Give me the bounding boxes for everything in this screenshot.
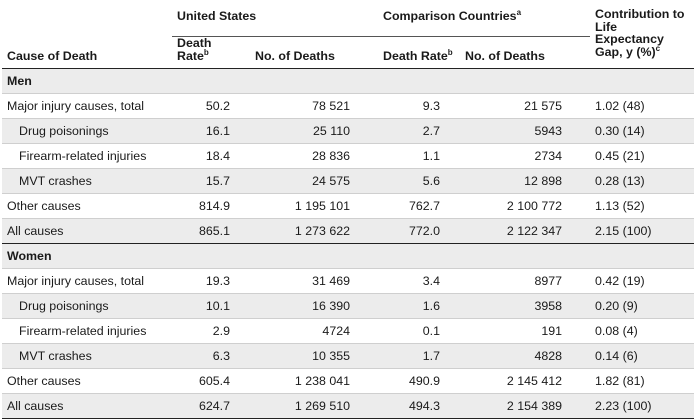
cell-contribution: 1.02 (48) (595, 99, 645, 113)
cell-cmp-rate: 490.9 (408, 374, 440, 388)
column-header-us-rate: Death Rate$^b$ (177, 36, 212, 63)
cell-cmp-rate: 5.6 (378, 169, 460, 194)
cell-cause: All causes (2, 394, 172, 419)
cell-cause: Firearm-related injuries (19, 149, 147, 163)
cell-cmp-rate: 2.7 (378, 119, 460, 144)
column-header-contribution: Contribution to Life Expectancy Gap, y (%)$^c$ (595, 7, 685, 59)
cell-cmp-deaths: 8977 (534, 274, 563, 288)
section-header-women (2, 244, 694, 269)
table-row (2, 319, 694, 344)
table-row (2, 394, 694, 419)
table-body (2, 69, 694, 419)
group-header-blank (2, 2, 172, 37)
group-header-row (2, 2, 694, 37)
table-row (2, 269, 694, 294)
column-header-cmp-deaths: No. of Deaths (465, 49, 545, 63)
cell-cmp-rate: 494.3 (378, 394, 460, 419)
cell-us-rate: 624.7 (172, 394, 250, 419)
cell-cmp-rate: 3.4 (422, 274, 440, 288)
cell-cause: MVT crashes (2, 344, 172, 369)
cell-us-rate: 18.4 (205, 149, 230, 163)
column-header-cause: Cause of Death (7, 49, 98, 63)
cell-cause: All causes (2, 219, 172, 244)
cell-contribution: 0.08 (4) (595, 324, 638, 338)
cell-us-deaths: 4724 (322, 324, 350, 338)
cell-contribution: 0.45 (21) (595, 149, 645, 163)
cell-us-rate: 814.9 (198, 199, 230, 213)
table-row (2, 94, 694, 119)
cell-cmp-rate: 1.6 (378, 294, 460, 319)
cell-cmp-deaths: 21 575 (524, 99, 563, 113)
table-row (2, 169, 694, 194)
cell-cmp-rate: 0.1 (422, 324, 440, 338)
cell-cause: MVT crashes (2, 169, 172, 194)
cell-cmp-deaths: 2 100 772 (506, 199, 563, 213)
group-header-us: United States (172, 2, 378, 37)
cell-cmp-deaths: 2 122 347 (460, 219, 590, 244)
cell-cmp-deaths: 2734 (534, 149, 563, 163)
table-row (2, 294, 694, 319)
column-header-cmp-rate: Death Rate$^b$ (383, 47, 453, 63)
cell-contribution: 1.82 (81) (595, 374, 645, 388)
cell-cause: Drug poisonings (2, 119, 172, 144)
table-row (2, 194, 694, 219)
section-label: Women (2, 244, 694, 269)
table-row (2, 219, 694, 244)
cell-contribution: 0.42 (19) (595, 274, 645, 288)
cell-cmp-deaths: 2 154 389 (460, 394, 590, 419)
cell-cmp-rate: 772.0 (378, 219, 460, 244)
cell-cmp-deaths: 4828 (460, 344, 590, 369)
cell-cmp-deaths: 2 145 412 (506, 374, 563, 388)
cell-us-rate: 865.1 (172, 219, 250, 244)
cell-cmp-deaths: 12 898 (460, 169, 590, 194)
cell-us-rate: 50.2 (205, 99, 230, 113)
cell-us-rate: 10.1 (172, 294, 250, 319)
cell-us-rate: 605.4 (198, 374, 230, 388)
cell-us-rate: 2.9 (212, 324, 230, 338)
table-row (2, 144, 694, 169)
cell-us-deaths: 28 836 (312, 149, 350, 163)
cell-contribution: 2.23 (100) (590, 394, 694, 419)
cell-us-rate: 6.3 (172, 344, 250, 369)
life-expectancy-table (2, 2, 694, 419)
section-header-men (2, 69, 694, 94)
cell-us-rate: 16.1 (172, 119, 250, 144)
cell-us-deaths: 16 390 (250, 294, 378, 319)
cell-us-deaths: 31 469 (312, 274, 350, 288)
cell-cmp-deaths: 191 (541, 324, 563, 338)
cell-us-deaths: 1 273 622 (250, 219, 378, 244)
section-label: Men (2, 69, 694, 94)
cell-contribution: 0.14 (6) (590, 344, 694, 369)
cell-us-deaths: 10 355 (250, 344, 378, 369)
table-figure (0, 2, 700, 413)
cell-us-deaths: 24 575 (250, 169, 378, 194)
cell-cause: Other causes (7, 374, 81, 388)
cell-cause: Major injury causes, total (7, 99, 145, 113)
cell-contribution: 0.20 (9) (590, 294, 694, 319)
cell-cmp-rate: 9.3 (422, 99, 440, 113)
cell-cause: Other causes (7, 199, 81, 213)
cell-cmp-rate: 1.1 (422, 149, 440, 163)
group-header-comparison: Comparison Countries$^a$ (378, 2, 590, 37)
cell-contribution: 2.15 (100) (590, 219, 694, 244)
cell-cmp-rate: 762.7 (408, 199, 440, 213)
cell-contribution: 1.13 (52) (595, 199, 645, 213)
cell-contribution: 0.28 (13) (590, 169, 694, 194)
cell-us-rate: 15.7 (172, 169, 250, 194)
cell-cmp-deaths: 5943 (460, 119, 590, 144)
cell-contribution: 0.30 (14) (590, 119, 694, 144)
cell-cmp-rate: 1.7 (378, 344, 460, 369)
cell-us-rate: 19.3 (205, 274, 230, 288)
cell-us-deaths: 1 269 510 (250, 394, 378, 419)
cell-cause: Drug poisonings (2, 294, 172, 319)
column-header-us-deaths: No. of Deaths (255, 49, 335, 63)
cell-us-deaths: 78 521 (312, 99, 350, 113)
cell-cause: Major injury causes, total (7, 274, 145, 288)
cell-us-deaths: 1 238 041 (294, 374, 350, 388)
table-row (2, 369, 694, 394)
cell-us-deaths: 25 110 (250, 119, 378, 144)
table-row (2, 119, 694, 144)
table-row (2, 344, 694, 369)
cell-us-deaths: 1 195 101 (294, 199, 350, 213)
cell-cause: Firearm-related injuries (19, 324, 147, 338)
cell-cmp-deaths: 3958 (460, 294, 590, 319)
